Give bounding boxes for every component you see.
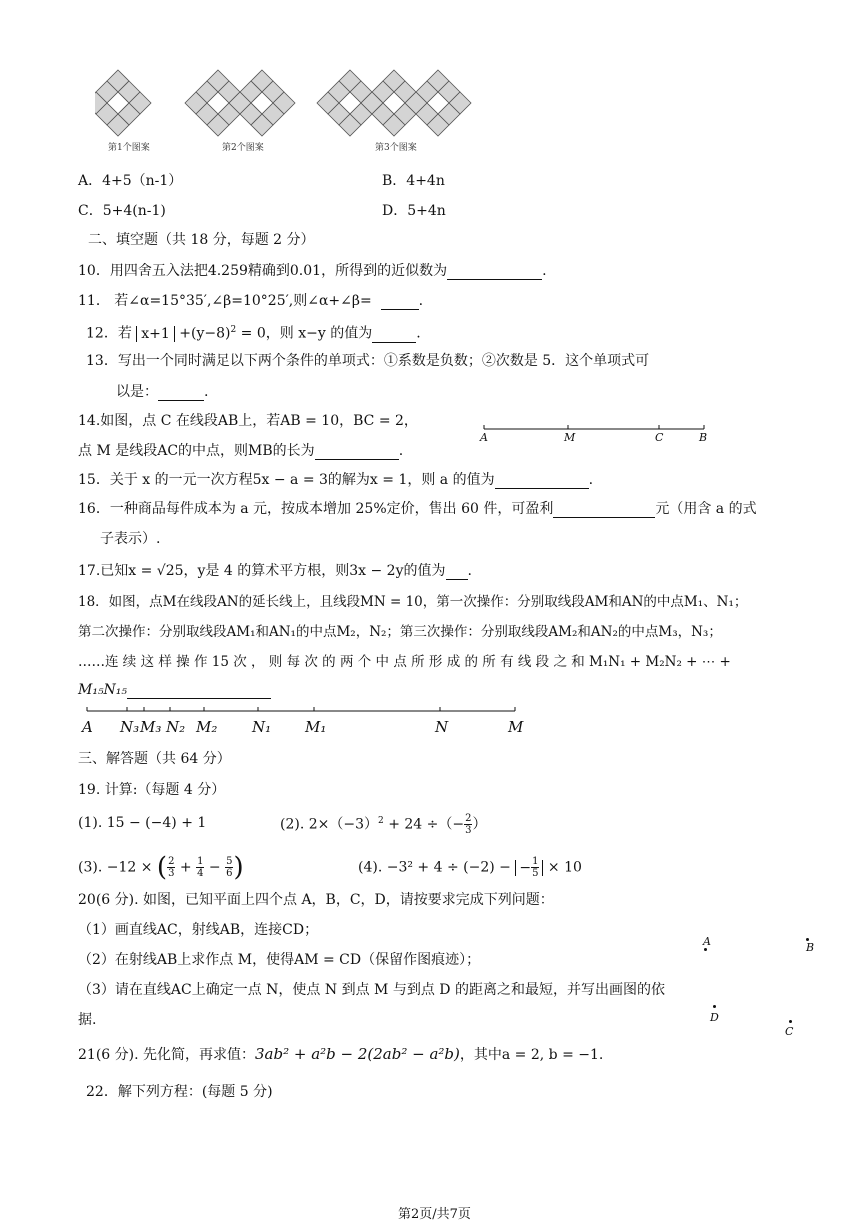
question-14-line2: 点 M 是线段AC的中点，则MB的长为 . — [78, 443, 404, 459]
question-15: 15．关于 x 的一元一次方程5x − a = 3的解为x = 1，则 a 的值为 . — [78, 472, 594, 488]
question-19-title: 19. 计算:（每题 4 分） — [78, 782, 226, 798]
q20-point-c: C — [785, 1025, 794, 1038]
q18-point-n1: N₁ — [252, 718, 272, 736]
option-c: C．5+4(n-1) — [78, 203, 166, 219]
question-17: 17.已知x = √25，y是 4 的算术平方根，则3x − 2y的值为 . — [78, 563, 472, 579]
section-3-title: 三、解答题（共 64 分） — [78, 751, 231, 767]
q18-point-m1: M₁ — [305, 718, 327, 736]
question-21: 21(6 分). 先化简，再求值：3ab² + a²b − 2(2ab² − a²b)，其中a = 2, b = −1. — [78, 1045, 604, 1063]
q20-point-b: B — [806, 941, 815, 954]
question-13-line2: 以是： . — [116, 384, 209, 400]
question-18-line4: M₁₅N₁₅ — [78, 681, 271, 699]
q18-point-m2: M₂ — [196, 718, 218, 736]
section-2-title: 二、填空题（共 18 分，每题 2 分） — [88, 232, 315, 248]
question-10: 10．用四舍五入法把4.259精确到0.01，所得到的近似数为 . — [78, 263, 547, 279]
question-20-line5: 据. — [78, 1012, 97, 1028]
q14-segment — [478, 422, 718, 452]
question-20-line3: （2）在射线AB上求作点 M，使得AM = CD（保留作图痕迹）； — [78, 952, 481, 968]
q14-point-a: A — [480, 431, 488, 444]
option-a: A．4+5（n-1） — [78, 173, 183, 189]
q14-point-b: B — [699, 431, 708, 444]
question-20-line1: 20(6 分). 如图，已知平面上四个点 A，B，C，D，请按要求完成下列问题： — [78, 892, 554, 908]
figure-caption-3: 第3个图案 — [375, 143, 417, 153]
q20-point-a: A — [703, 935, 711, 948]
question-19-3: (3). −12 × ( $\frac{2}{3}$ + $\frac{1}{4}$ − $\frac{5}{6}$ ) — [78, 852, 244, 883]
question-22: 22．解下列方程：(每题 5 分) — [86, 1084, 273, 1100]
page-footer: 第2页/共7页 — [398, 1207, 471, 1222]
q20-dot-a — [704, 948, 707, 951]
figure-caption-1: 第1个图案 — [108, 143, 150, 153]
option-d: D．5+4n — [382, 203, 446, 219]
question-20-line4: （3）请在直线AC上确定一点 N，使点 N 到点 M 与到点 D 的距离之和最短，并写出画图的依 — [78, 982, 665, 998]
q18-point-n: N — [435, 718, 449, 736]
question-16-line2: 子表示）. — [100, 531, 161, 547]
q18-point-a: A — [82, 718, 93, 736]
q18-point-m: M — [508, 718, 524, 736]
question-19-1: (1). 15 − (−4) + 1 — [78, 815, 207, 831]
q18-point-m3: M₃ — [140, 718, 162, 736]
q18-segment — [82, 704, 522, 718]
q14-point-m: M — [564, 431, 576, 444]
q20-dot-c — [789, 1020, 792, 1023]
q20-point-d: D — [710, 1011, 719, 1024]
question-16-line1: 16．一种商品每件成本为 a 元，按成本增加 25%定价，售出 60 件，可盈利 元（用含 a 的式 — [78, 501, 757, 517]
question-13-line1: 13．写出一个同时满足以下两个条件的单项式：①系数是负数；②次数是 5．这个单项式可 — [86, 353, 650, 369]
question-19-2: (2). $2\times(-3)^2 + 24$ ÷（− $\frac{2}{3}$ ） — [280, 813, 487, 837]
q14-point-c: C — [655, 431, 664, 444]
question-18-line3: ……连 续 这 样 操 作 15 次 ， 则 每 次 的 两 个 中 点 所 形 成 的 所 有 线 段 之 和 M₁N₁ + M₂N₂ + ⋯ + — [78, 654, 731, 670]
q18-point-n2: N₂ — [166, 718, 186, 736]
q18-point-n3: N₃ — [120, 718, 140, 736]
question-14-line1: 14.如图，点 C 在线段AB上，若AB = 10，BC = 2， — [78, 413, 418, 429]
question-12: 12．若 $x+1 +(y-8)^2 = 0$，则 x−y 的值为 . — [86, 325, 421, 342]
question-11: 11． 若∠α=15°35′,∠β=10°25′,则∠α+∠β= . — [78, 293, 424, 309]
pattern-figures — [95, 68, 485, 138]
question-18-line2: 第二次操作：分别取线段AM₁和AN₁的中点M₂，N₂；第三次操作：分别取线段AM₂和AN₂的中点M₃，N₃； — [78, 624, 722, 640]
option-b: B．4+4n — [382, 173, 445, 189]
question-19-4: (4). −3² + 4 ÷ (−2) − − $\frac{1}{5}$ × 10 — [358, 856, 582, 879]
question-18-line1: 18．如图，点M在线段AN的延长线上，且线段MN = 10，第一次操作：分别取线段AM和AN的中点M₁、N₁； — [78, 594, 748, 610]
question-20-line2: （1）画直线AC，射线AB，连接CD； — [78, 922, 319, 938]
q20-dot-d — [713, 1005, 716, 1008]
figure-caption-2: 第2个图案 — [222, 143, 264, 153]
